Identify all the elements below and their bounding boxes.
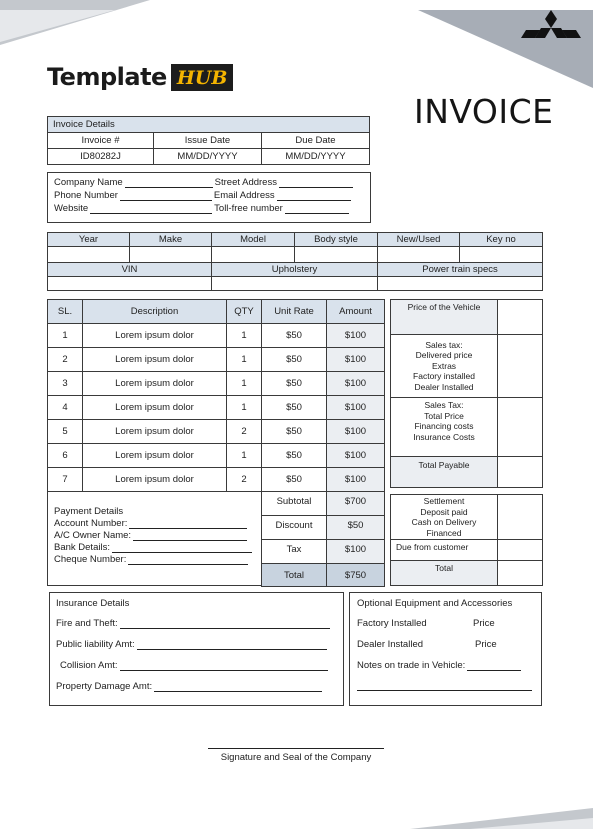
email-address-field[interactable]	[277, 191, 351, 201]
subtotal-value: $700	[327, 492, 385, 516]
sl-cell: 2	[48, 348, 83, 372]
cash-on-delivery-label: Cash on Delivery	[411, 517, 477, 527]
table-row	[48, 420, 385, 444]
settlement-total-value[interactable]	[498, 561, 543, 586]
sl-cell: 7	[48, 468, 83, 492]
settlement-value[interactable]	[498, 495, 543, 540]
line-items-table	[47, 299, 385, 492]
new-used-header: New/Used	[378, 233, 460, 247]
financing-costs-label: Financing costs	[414, 421, 474, 431]
toll-free-label: Toll-free number	[214, 203, 283, 214]
issue-date-value[interactable]: MM/DD/YYYY	[154, 149, 262, 165]
vehicle-info-table	[47, 232, 543, 291]
fire-theft-label: Fire and Theft:	[56, 618, 118, 629]
sl-cell: 1	[48, 324, 83, 348]
optional-equipment-heading: Optional Equipment and Accessories	[357, 598, 513, 609]
description-cell[interactable]: Lorem ipsum dolor	[83, 396, 227, 420]
invoice-details-heading: Invoice Details	[48, 117, 370, 133]
property-damage-field[interactable]	[154, 682, 322, 692]
unit-rate-cell[interactable]: $50	[262, 396, 327, 420]
description-cell[interactable]: Lorem ipsum dolor	[83, 372, 227, 396]
property-damage-label: Property Damage Amt:	[56, 681, 153, 692]
make-header: Make	[130, 233, 212, 247]
unit-rate-cell[interactable]: $50	[262, 444, 327, 468]
unit-rate-cell[interactable]: $50	[262, 468, 327, 492]
factory-installed-option-label: Factory Installed	[357, 618, 427, 629]
company-name-label: Company Name	[54, 177, 123, 188]
vin-header: VIN	[48, 263, 212, 277]
tax-label: Tax	[262, 540, 327, 564]
year-cell[interactable]	[48, 247, 130, 263]
dealer-installed-option-label: Dealer Installed	[357, 639, 424, 650]
amount-header: Amount	[327, 300, 385, 324]
description-cell[interactable]: Lorem ipsum dolor	[83, 324, 227, 348]
sl-cell: 5	[48, 420, 83, 444]
discount-value[interactable]: $50	[327, 516, 385, 540]
qty-cell[interactable]: 1	[227, 396, 262, 420]
table-row	[48, 348, 385, 372]
dealer-price-label: Price	[475, 639, 497, 650]
unit-rate-cell[interactable]: $50	[262, 372, 327, 396]
power-train-header: Power train specs	[378, 263, 543, 277]
dealer-installed-label: Dealer Installed	[414, 381, 474, 392]
logo-word: Template	[47, 63, 167, 91]
invoice-title: INVOICE	[414, 92, 554, 131]
template-hub-logo	[47, 62, 233, 92]
sales-tax-label: Sales tax:	[425, 339, 463, 350]
due-date-value[interactable]: MM/DD/YYYY	[262, 149, 370, 165]
upholstery-cell[interactable]	[212, 277, 378, 291]
total-label: Total	[262, 564, 327, 587]
description-cell[interactable]: Lorem ipsum dolor	[83, 420, 227, 444]
invoice-number-header: Invoice #	[48, 133, 154, 149]
amount-cell: $100	[327, 324, 385, 348]
sl-cell: 4	[48, 396, 83, 420]
power-train-cell[interactable]	[378, 277, 543, 291]
public-liability-label: Public liability Amt:	[56, 639, 135, 650]
settlement-table	[390, 494, 543, 586]
invoice-number-value[interactable]: ID80282J	[48, 149, 154, 165]
year-header: Year	[48, 233, 130, 247]
price-group2-value[interactable]	[498, 398, 543, 457]
collision-amt-label: Collision Amt:	[60, 660, 118, 671]
invoice-details-table	[47, 116, 370, 165]
unit-rate-cell[interactable]: $50	[262, 348, 327, 372]
upholstery-header: Upholstery	[212, 263, 378, 277]
totals-table	[261, 491, 385, 587]
total-payable-label: Total Payable	[391, 457, 498, 488]
phone-number-label: Phone Number	[54, 190, 118, 201]
qty-cell[interactable]: 2	[227, 420, 262, 444]
street-address-label: Street Address	[214, 177, 277, 188]
amount-cell: $100	[327, 396, 385, 420]
website-label: Website	[54, 203, 89, 214]
insurance-costs-label: Insurance Costs	[413, 431, 475, 442]
financed-label: Financed	[426, 527, 462, 538]
qty-header: QTY	[227, 300, 262, 324]
payment-details-heading: Payment Details	[54, 506, 124, 517]
due-from-customer-label: Due from customer	[391, 540, 498, 561]
due-date-header: Due Date	[262, 133, 370, 149]
amount-cell: $100	[327, 468, 385, 492]
new-used-cell[interactable]	[378, 247, 460, 263]
top-left-corner-decoration	[0, 0, 150, 45]
key-no-header: Key no	[460, 233, 543, 247]
tax-value[interactable]: $100	[327, 540, 385, 564]
total-price-label: Total Price	[424, 410, 464, 421]
bank-details-label: Bank Details:	[54, 542, 110, 553]
description-header: Description	[83, 300, 227, 324]
unit-rate-cell[interactable]: $50	[262, 420, 327, 444]
public-liability-field[interactable]	[137, 640, 327, 650]
table-row	[48, 444, 385, 468]
trade-in-notes-line[interactable]	[357, 690, 532, 691]
qty-cell[interactable]: 1	[227, 444, 262, 468]
amount-cell: $100	[327, 420, 385, 444]
factory-price-label: Price	[473, 618, 495, 629]
account-number-field[interactable]	[129, 519, 247, 529]
total-value: $750	[327, 564, 385, 587]
table-row	[48, 468, 385, 492]
company-name-field[interactable]	[125, 178, 213, 188]
email-address-label: Email Address	[213, 190, 275, 201]
key-no-cell[interactable]	[460, 247, 543, 263]
table-row	[48, 372, 385, 396]
subtotal-label: Subtotal	[262, 492, 327, 516]
deposit-paid-label: Deposit paid	[420, 506, 468, 517]
issue-date-header: Issue Date	[154, 133, 262, 149]
website-field[interactable]	[90, 204, 212, 214]
price-of-vehicle-value[interactable]	[498, 300, 543, 335]
bank-details-field[interactable]	[112, 543, 252, 553]
trade-in-notes-field[interactable]	[467, 661, 521, 671]
sl-cell: 6	[48, 444, 83, 468]
make-cell[interactable]	[130, 247, 212, 263]
fire-theft-field[interactable]	[120, 619, 330, 629]
bottom-right-corner-decoration	[410, 806, 593, 829]
trade-in-notes-label: Notes on trade in Vehicle:	[357, 660, 466, 671]
factory-installed-label: Factory installed	[413, 371, 475, 382]
ac-owner-name-label: A/C Owner Name:	[54, 530, 132, 541]
signature-caption: Signature and Seal of the Company	[220, 752, 372, 763]
due-from-customer-value[interactable]	[498, 540, 543, 561]
price-of-vehicle-label: Price of the Vehicle	[391, 300, 498, 335]
amount-cell: $100	[327, 444, 385, 468]
sl-cell: 3	[48, 372, 83, 396]
logo-badge: HUB	[171, 64, 234, 91]
model-cell[interactable]	[212, 247, 295, 263]
description-cell[interactable]: Lorem ipsum dolor	[83, 348, 227, 372]
table-row	[48, 396, 385, 420]
settlement-total-label: Total	[391, 561, 498, 586]
unit-rate-header: Unit Rate	[262, 300, 327, 324]
qty-cell[interactable]: 1	[227, 348, 262, 372]
insurance-details-heading: Insurance Details	[56, 598, 130, 609]
street-address-field[interactable]	[279, 178, 353, 188]
phone-number-field[interactable]	[120, 191, 212, 201]
toll-free-field[interactable]	[285, 204, 349, 214]
price-group1-value[interactable]	[498, 335, 543, 398]
collision-amt-field[interactable]	[120, 661, 328, 671]
sales-tax-2-label: Sales Tax:	[424, 400, 464, 410]
vin-cell[interactable]	[48, 277, 212, 291]
account-number-label: Account Number:	[54, 518, 128, 529]
description-cell[interactable]: Lorem ipsum dolor	[83, 444, 227, 468]
mitsubishi-emblem-icon	[520, 10, 582, 42]
vehicle-price-table	[390, 299, 543, 488]
total-payable-value[interactable]	[498, 457, 543, 488]
qty-cell[interactable]: 1	[227, 372, 262, 396]
description-cell[interactable]: Lorem ipsum dolor	[83, 468, 227, 492]
body-style-cell[interactable]	[295, 247, 378, 263]
amount-cell: $100	[327, 348, 385, 372]
delivered-price-label: Delivered price	[415, 350, 473, 361]
body-style-header: Body style	[295, 233, 378, 247]
cheque-number-field[interactable]	[128, 555, 248, 565]
qty-cell[interactable]: 2	[227, 468, 262, 492]
signature-line[interactable]	[208, 748, 384, 749]
extras-label: Extras	[431, 360, 457, 371]
discount-label: Discount	[262, 516, 327, 540]
settlement-label: Settlement	[423, 496, 465, 506]
table-row	[48, 324, 385, 348]
qty-cell[interactable]: 1	[227, 324, 262, 348]
ac-owner-name-field[interactable]	[133, 531, 247, 541]
amount-cell: $100	[327, 372, 385, 396]
model-header: Model	[212, 233, 295, 247]
unit-rate-cell[interactable]: $50	[262, 324, 327, 348]
cheque-number-label: Cheque Number:	[54, 554, 127, 565]
sl-header: SL.	[48, 300, 83, 324]
